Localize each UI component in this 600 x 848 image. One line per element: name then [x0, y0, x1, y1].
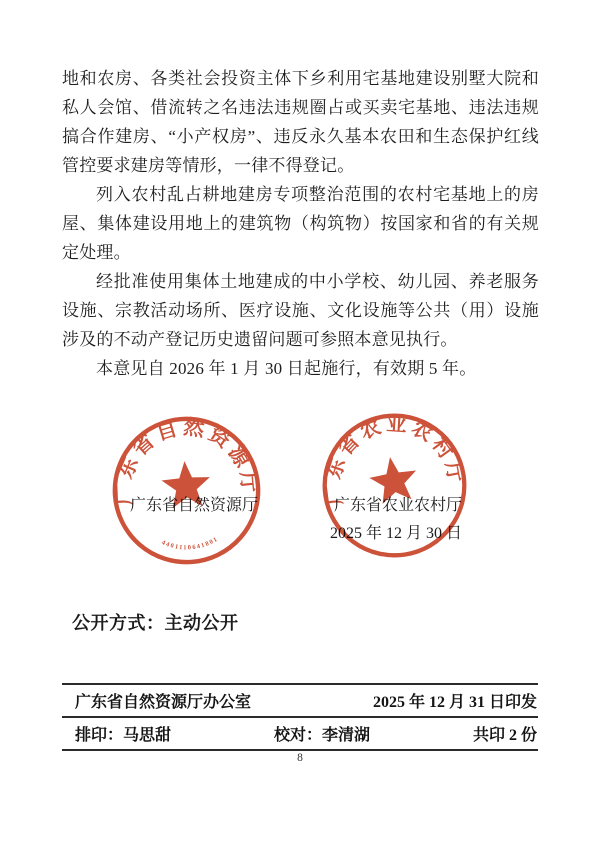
- imprint-footer: [62, 683, 538, 751]
- proofreading-credit: 校对：李清湖: [273, 727, 370, 744]
- seal-arc-text: 广东省自然资源厅: [113, 416, 261, 506]
- natural-resources-seal-stamp-icon: [108, 412, 265, 569]
- seal-star-icon: [367, 453, 421, 505]
- paragraph: 本意见自 2026 年 1 月 30 日起施行，有效期 5 年。: [96, 359, 477, 378]
- seal-star-icon: [160, 459, 212, 508]
- agriculture-seal-stamp-icon: [318, 409, 471, 562]
- seal-arc-text: 广东省农业农村厅: [322, 413, 467, 507]
- svg-text:4401110641801: [160, 535, 220, 553]
- divider: [62, 749, 538, 751]
- signer-agency-natural-resources: 广东省自然资源厅: [130, 497, 259, 514]
- signature-date: 2025 年 12 月 30 日: [330, 525, 463, 542]
- seal-code-text: 4401110641801: [160, 535, 220, 552]
- disclosure-method: 公开方式：主动公开: [72, 613, 239, 634]
- typesetting-credit: 排印：马思甜: [75, 727, 172, 744]
- imprint-row-staff: [62, 718, 538, 749]
- signer-agency-agriculture: 广东省农业农村厅: [334, 497, 463, 514]
- page-number: 8: [297, 752, 303, 764]
- paragraph: 经批准使用集体土地建成的中小学校、幼儿园、养老服务设施、宗教活动场所、医疗设施、文化设施等公共（用）设施涉及的不动产登记历史遗留问题可参照本意见执行。: [62, 272, 539, 349]
- print-date: 2025 年 12 月 31 日印发: [372, 694, 537, 711]
- document-body: [62, 64, 539, 383]
- paragraph-continued: 地和农房、各类社会投资主体下乡利用宅基地建设别墅大院和私人会馆、借流转之名违法违规圈占或买卖宅基地、违法违规搞合作建房、“小产权房”、违反永久基本农田和生态保护红线管控要求建房等情形，一律不得登记。: [62, 69, 539, 175]
- copies-count: 共印 2 份: [472, 727, 537, 744]
- issuing-office: 广东省自然资源厅办公室: [75, 694, 252, 711]
- imprint-row-office: [62, 685, 538, 716]
- paragraph: 列入农村乱占耕地建房专项整治范围的农村宅基地上的房屋、集体建设用地上的建筑物（构筑物）按国家和省的有关规定处理。: [62, 185, 539, 262]
